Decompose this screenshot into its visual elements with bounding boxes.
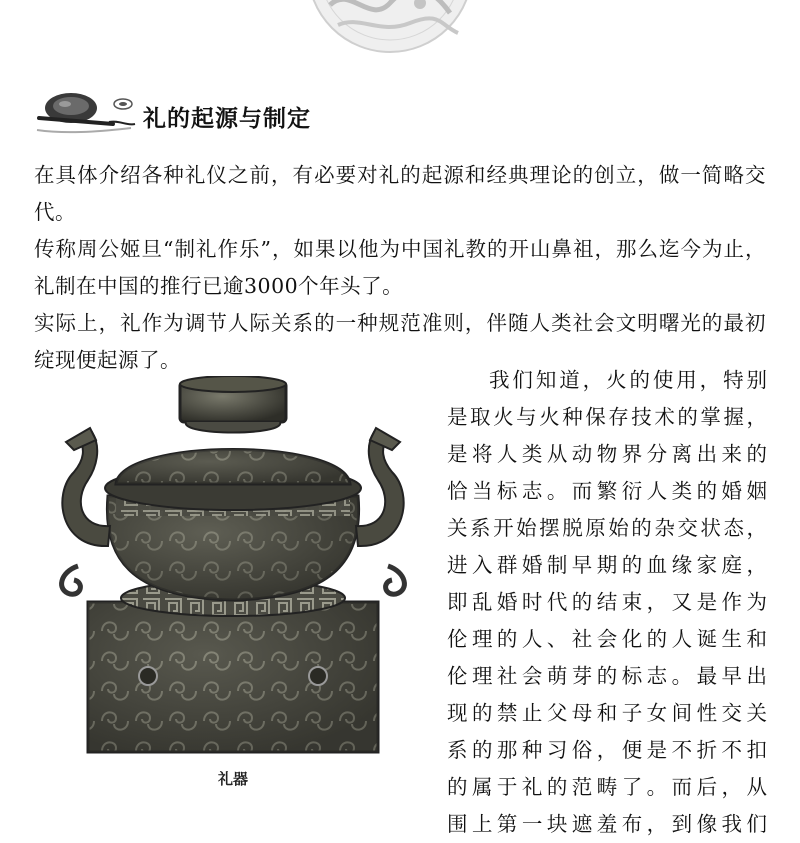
column-line: 是将人类从动物界分离出来的 [447,442,767,466]
paragraph-intro: 在具体介绍各种礼仪之前，有必要对礼的起源和经典理论的创立，做一简略交代。 [34,163,766,224]
column-line: 是取火与火种保存技术的掌握， [447,405,767,429]
column-line: 的属于礼的范畴了。而后，从 [447,775,767,799]
column-line: 系的那种习俗，便是不折不扣 [447,738,767,762]
column-line: 关系开始摆脱原始的杂交状态， [447,516,767,540]
ink-inkstone-icon [35,88,139,138]
column-text [447,362,767,843]
column-line: 伦理的人、社会化的人诞生和 [447,627,767,651]
column-line: 围上第一块遮羞布，到像我们 [447,812,767,836]
figure-caption: 礼器 [218,770,249,788]
column-line: 恰当标志。而繁衍人类的婚姻 [447,479,767,503]
section-title: 礼的起源与制定 [143,106,311,132]
ritual-vessel-photo [30,376,438,760]
decorative-emblem [290,0,490,55]
section-heading [35,88,535,138]
column-line: 进入群婚制早期的血缘家庭， [447,553,767,577]
column-line: 伦理社会萌芽的标志。最早出 [447,664,767,688]
column-line: 我们知道，火的使用，特别 [489,368,767,392]
column-line: 现的禁止父母和子女间性交关 [447,701,767,725]
column-line: 即乱婚时代的结束，又是作为 [447,590,767,614]
paragraph-origin: 实际上，礼作为调节人际关系的一种规范准则，伴随人类社会文明曙光的最初绽现便起源了。 [34,311,766,372]
paragraph-zhou-gong: 传称周公姬旦“制礼作乐”，如果以他为中国礼教的开山鼻祖，那么迄今为止，礼制在中国的推行已逾3000个年头了。 [34,237,766,298]
